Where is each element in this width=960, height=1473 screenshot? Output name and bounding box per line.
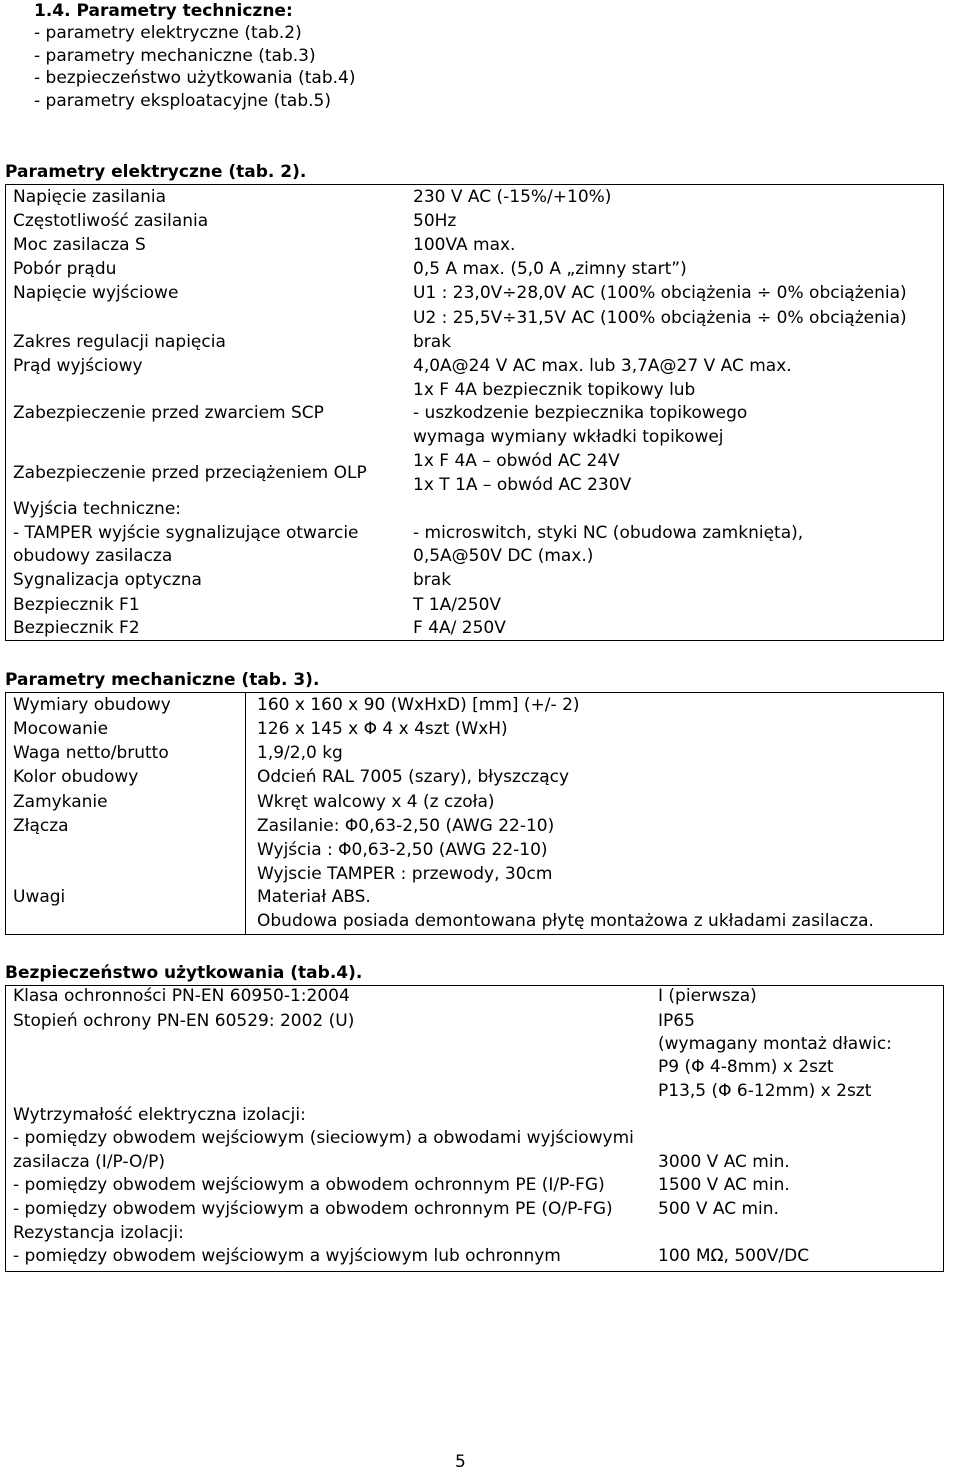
table-row-label: Mocowanie bbox=[13, 719, 109, 739]
table-row-label: - TAMPER wyjście sygnalizujące otwarcie bbox=[13, 523, 359, 543]
table-row-value: P9 (Φ 4-8mm) x 2szt bbox=[658, 1057, 834, 1077]
table-row-label: Wymiary obudowy bbox=[13, 695, 171, 715]
table-row-value: Obudowa posiada demontowana płytę montażowa z układami zasilacza. bbox=[257, 911, 874, 931]
table-row-value: 100VA max. bbox=[413, 235, 516, 255]
table-row-label: - pomiędzy obwodem wejściowym a wyjściowym lub ochronnym bbox=[13, 1246, 561, 1266]
table-row-value: Wkręt walcowy x 4 (z czoła) bbox=[257, 792, 495, 812]
table-row-label: Napięcie wyjściowe bbox=[13, 283, 179, 303]
table-row-label: Złącza bbox=[13, 816, 69, 836]
table-row-value: F 4A/ 250V bbox=[413, 618, 506, 638]
table-row-value: 1,9/2,0 kg bbox=[257, 743, 343, 763]
table-row-value: 1x T 1A – obwód AC 230V bbox=[413, 475, 632, 495]
table-row-value: 500 V AC min. bbox=[658, 1199, 779, 1219]
table-row-value: 126 x 145 x Φ 4 x 4szt (WxH) bbox=[257, 719, 508, 739]
table-row-label: zasilacza (I/P-O/P) bbox=[13, 1152, 166, 1172]
intro-item: - parametry eksploatacyjne (tab.5) bbox=[34, 91, 331, 111]
mechanical-heading: Parametry mechaniczne (tab. 3). bbox=[5, 670, 320, 690]
table-row-value: 0,5A@50V DC (max.) bbox=[413, 546, 594, 566]
table-row-value: Materiał ABS. bbox=[257, 887, 371, 907]
table-row-value: I (pierwsza) bbox=[658, 986, 757, 1006]
table-row-value: 1500 V AC min. bbox=[658, 1175, 790, 1195]
table-row-label: Zakres regulacji napięcia bbox=[13, 332, 226, 352]
table-row-label: Moc zasilacza S bbox=[13, 235, 146, 255]
table-row-value: 100 MΩ, 500V/DC bbox=[658, 1246, 810, 1266]
safety-heading: Bezpieczeństwo użytkowania (tab.4). bbox=[5, 963, 363, 983]
table-row-label: Sygnalizacja optyczna bbox=[13, 570, 202, 590]
table-row-label: Zabezpieczenie przed zwarciem SCP bbox=[13, 403, 324, 423]
table-row-label: Pobór prądu bbox=[13, 259, 117, 279]
intro-item: - parametry mechaniczne (tab.3) bbox=[34, 46, 316, 66]
table-row-label: Klasa ochronności PN-EN 60950-1:2004 bbox=[13, 986, 350, 1006]
table-row-label: Wytrzymałość elektryczna izolacji: bbox=[13, 1105, 306, 1125]
table-row-value: IP65 bbox=[658, 1011, 695, 1031]
table-row-value: Odcień RAL 7005 (szary), błyszczący bbox=[257, 767, 570, 787]
table-row-value: P13,5 (Φ 6-12mm) x 2szt bbox=[658, 1081, 872, 1101]
table-row-value: T 1A/250V bbox=[413, 595, 502, 615]
table-row-label: Zabezpieczenie przed przeciążeniem OLP bbox=[13, 463, 367, 483]
table-row-value: - uszkodzenie bezpiecznika topikowego bbox=[413, 403, 748, 423]
table-row-label: Rezystancja izolacji: bbox=[13, 1223, 184, 1243]
table-row-value: 3000 V AC min. bbox=[658, 1152, 790, 1172]
table-row-label: Bezpiecznik F1 bbox=[13, 595, 140, 615]
intro-item: - bezpieczeństwo użytkowania (tab.4) bbox=[34, 68, 356, 88]
electrical-heading: Parametry elektryczne (tab. 2). bbox=[5, 162, 307, 182]
intro-item: - parametry elektryczne (tab.2) bbox=[34, 23, 302, 43]
table-row-value: 160 x 160 x 90 (WxHxD) [mm] (+/- 2) bbox=[257, 695, 580, 715]
section-title: 1.4. Parametry techniczne: bbox=[34, 1, 293, 21]
table-row-label: Napięcie zasilania bbox=[13, 187, 167, 207]
table-row-label: Kolor obudowy bbox=[13, 767, 139, 787]
table-row-value: U1 : 23,0V÷28,0V AC (100% obciążenia ÷ 0% obciążenia) bbox=[413, 283, 907, 303]
table-row-label: obudowy zasilacza bbox=[13, 546, 173, 566]
table-row-value: U2 : 25,5V÷31,5V AC (100% obciążenia ÷ 0% obciążenia) bbox=[413, 308, 907, 328]
table-row-label: Bezpiecznik F2 bbox=[13, 618, 140, 638]
table-row-label: Stopień ochrony PN-EN 60529: 2002 (U) bbox=[13, 1011, 355, 1031]
table-row-label: Zamykanie bbox=[13, 792, 108, 812]
table-row-value: 230 V AC (-15%/+10%) bbox=[413, 187, 612, 207]
table-row-label: Częstotliwość zasilania bbox=[13, 211, 209, 231]
table-row-value: brak bbox=[413, 570, 452, 590]
table-row-value: Zasilanie: Φ0,63-2,50 (AWG 22-10) bbox=[257, 816, 555, 836]
table-row-value: Wyjścia : Φ0,63-2,50 (AWG 22-10) bbox=[257, 840, 548, 860]
table-row-value: 0,5 A max. (5,0 A „zimny start”) bbox=[413, 259, 687, 279]
table-row-label: - pomiędzy obwodem wyjściowym a obwodem ochronnym PE (O/P-FG) bbox=[13, 1199, 613, 1219]
table-row-value: brak bbox=[413, 332, 452, 352]
table-row-label: - pomiędzy obwodem wejściowym (sieciowym) a obwodami wyjściowymi bbox=[13, 1128, 634, 1148]
table-row-label: Wyjścia techniczne: bbox=[13, 499, 182, 519]
table-row-value: 1x F 4A bezpiecznik topikowy lub bbox=[413, 380, 696, 400]
table-row-label: Uwagi bbox=[13, 887, 66, 907]
table-row-value: (wymagany montaż dławic: bbox=[658, 1034, 892, 1054]
table-row-label: Waga netto/brutto bbox=[13, 743, 169, 763]
page-number: 5 bbox=[455, 1452, 466, 1472]
table-row-value: - microswitch, styki NC (obudowa zamknięta), bbox=[413, 523, 804, 543]
table-row-value: 50Hz bbox=[413, 211, 457, 231]
table-row-value: 4,0A@24 V AC max. lub 3,7A@27 V AC max. bbox=[413, 356, 792, 376]
table-row-value: Wyjscie TAMPER : przewody, 30cm bbox=[257, 864, 553, 884]
table-row-label: - pomiędzy obwodem wejściowym a obwodem ochronnym PE (I/P-FG) bbox=[13, 1175, 605, 1195]
table-row-value: 1x F 4A – obwód AC 24V bbox=[413, 451, 620, 471]
table-row-label: Prąd wyjściowy bbox=[13, 356, 143, 376]
table-row-value: wymaga wymiany wkładki topikowej bbox=[413, 427, 724, 447]
